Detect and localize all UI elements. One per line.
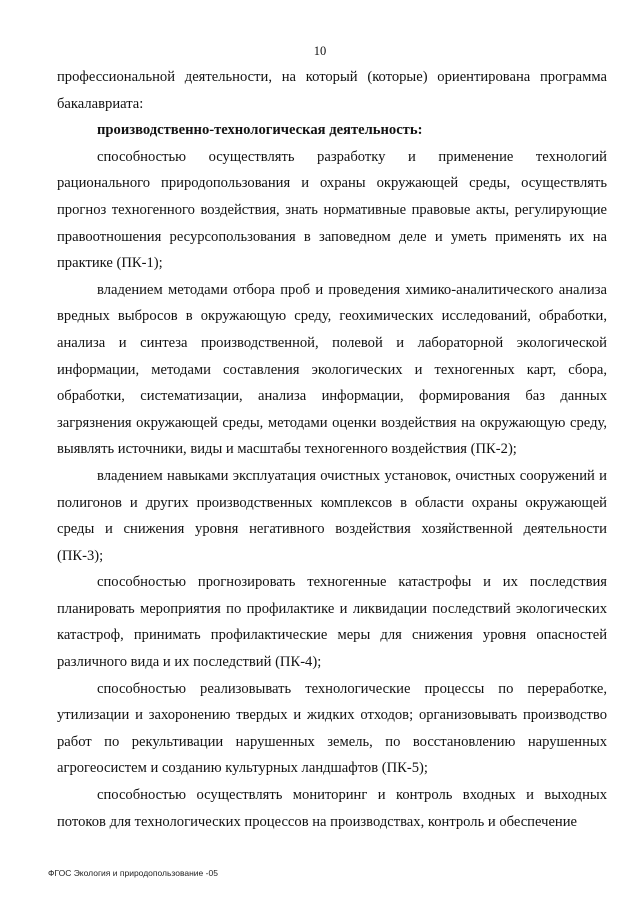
paragraph-pk-3: владением навыками эксплуатация очистных установок, очистных сооружений и полигонов и других производственных комплексов в области охраны окружающей среды и снижения уровня негативного воздействия хозяйственной деятельности (ПК-3); <box>57 467 607 564</box>
section-heading: производственно-технологическая деятельность: <box>97 122 423 139</box>
paragraph-pk-2: владением методами отбора проб и проведения химико-аналитического анализа вредных выбросов в окружающую среду, геохимических исследований, обработки, анализа и синтеза производственной, полевой и лабораторной экологической информации, методами составления экологических и техногенных карт, сбора, обработки, систематизации, анализа информации, формирования баз данных загрязнения окружающей среды, методами оценки воздействия на окружающую среду, выявлять источники, виды и масштабы техногенного воздействия (ПК-2); <box>57 281 607 458</box>
paragraph-pk-5: способностью реализовывать технологические процессы по переработке, утилизации и захоронению твердых и жидких отходов; организовывать производство работ по рекультивации нарушенных земель, по восстановлению нарушенных агрогеосистем и созданию культурных ландшафтов (ПК-5); <box>57 680 607 777</box>
paragraph-pk-1: способностью осуществлять разработку и применение технологий рационального природопользования и охраны окружающей среды, осуществлять прогноз техногенного воздействия, знать нормативные правовые акты, регулирующие правоотношения ресурсопользования в заповедном деле и уметь применять их на практике (ПК-1); <box>57 148 607 272</box>
page-footer: ФГОС Экология и природопользование -05 <box>48 868 218 878</box>
paragraph-pk-4: способностью прогнозировать техногенные катастрофы и их последствия планировать мероприятия по профилактике и ликвидации последствий экологических катастроф, принимать профилактические меры для снижения уровня опасностей различного вида и их последствий (ПК-4); <box>57 574 607 671</box>
paragraph-intro-continuation: профессиональной деятельности, на который (которые) ориентирована программа бакалавриата: <box>57 69 607 112</box>
page-number: 10 <box>313 44 327 58</box>
paragraph-pk-6-partial: способностью осуществлять мониторинг и контроль входных и выходных потоков для технологических процессов на производствах, контроль и обеспечение <box>57 787 607 830</box>
document-body <box>57 64 607 835</box>
